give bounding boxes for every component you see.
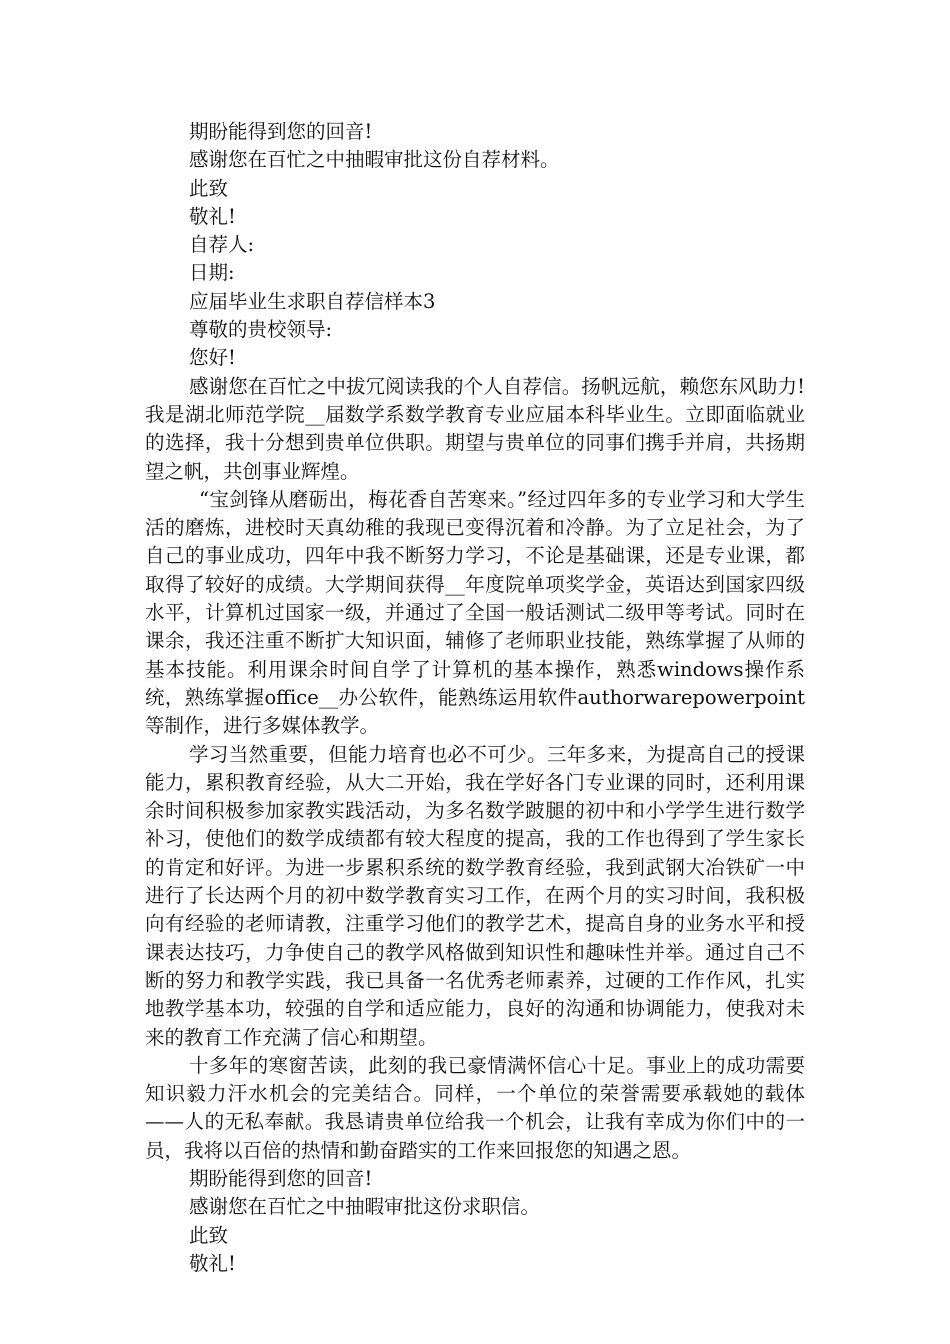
closing-hope-line-2: 期盼能得到您的回音! [189,1166,373,1190]
greeting-recipient: 尊敬的贵校领导: [189,318,333,342]
paragraph-ability: 学习当然重要，但能力培育也必不可少。三年多来，为提高自己的授课能力，累积教育经验，从大二开始，我在学好各门专业课的同时，还利用课余时间积极参加家教实践活动，为多名数学跛腿的初中和小学学生进行数学补习，使他们的数学成绩都有较大程度的提高，我的工作也得到了学生家长的肯定和好评。为进一步累积系统的数学教育经验，我到武钢大冶铁矿一中进行了长达两个月的初中数学教育实习工作，在两个月的实习时间，我积极向有经验的老师请教，注重学习他们的教学艺术，提高自身的业务水平和授课表达技巧，力争使自己的教学风格做到知识性和趣味性并举。通过自己不断的努力和教学实践，我已具备一名优秀老师素养，过硬的工作作风，扎实地教学基本功，较强的自学和适应能力，良好的沟通和协调能力，使我对未来的教育工作充满了信心和期望。 [145,742,805,1049]
greeting-hello: 您好! [189,346,236,370]
salutation-cizhi-2: 此致 [189,1223,229,1247]
salutation-cizhi: 此致 [189,176,229,200]
paragraph-closing: 十多年的寒窗苦读，此刻的我已豪情满怀信心十足。事业上的成功需要知识毅力汗水机会的完美结合。同样，一个单位的荣誉需要承载她的载体——人的无私奉献。我恳请贵单位给我一个机会，让我有幸成为你们中的一员，我将以百倍的热情和勤奋踏实的工作来回报您的知遇之恩。 [145,1053,805,1162]
salutation-jingli-2: 敬礼! [189,1251,236,1275]
closing-hope-line: 期盼能得到您的回音! [189,120,373,143]
signer-label: 自荐人: [189,233,255,257]
thanks-line: 感谢您在百忙之中抽暇审批这份自荐材料。 [189,148,560,172]
date-label: 日期: [189,261,235,285]
section-title: 应届毕业生求职自荐信样本3 [189,289,436,313]
paragraph-intro: 感谢您在百忙之中拔冗阅读我的个人自荐信。扬帆远航，赖您东风助力!我是湖北师范学院__届数学系数学教育专业应届本科毕业生。立即面临就业的选择，我十分想到贵单位供职。期望与贵单位的同事们携手并肩，共扬期望之帆，共创事业辉煌。 [145,374,805,483]
paragraph-study: “宝剑锋从磨砺出，梅花香自苦寒来。”经过四年多的专业学习和大学生活的磨炼，进校时天真幼稚的我现已变得沉着和冷静。为了立足社会，为了自己的事业成功，四年中我不断努力学习，不论是基础课，还是专业课，都取得了较好的成绩。大学期间获得__年度院单项奖学金，英语达到国家四级水平，计算机过国家一级，并通过了全国一般话测试二级甲等考试。同时在课余，我还注重不断扩大知识面，辅修了老师职业技能，熟练掌握了从师的基本技能。利用课余时间自学了计算机的基本操作，熟悉windows操作系统，熟练掌握office__办公软件，能熟练运用软件authorwarepowerpoint等制作，进行多媒体教学。 [145,487,805,738]
letter-body [145,118,805,1278]
thanks-line-2: 感谢您在百忙之中抽暇审批这份求职信。 [189,1195,541,1219]
salutation-jingli: 敬礼! [189,204,236,228]
